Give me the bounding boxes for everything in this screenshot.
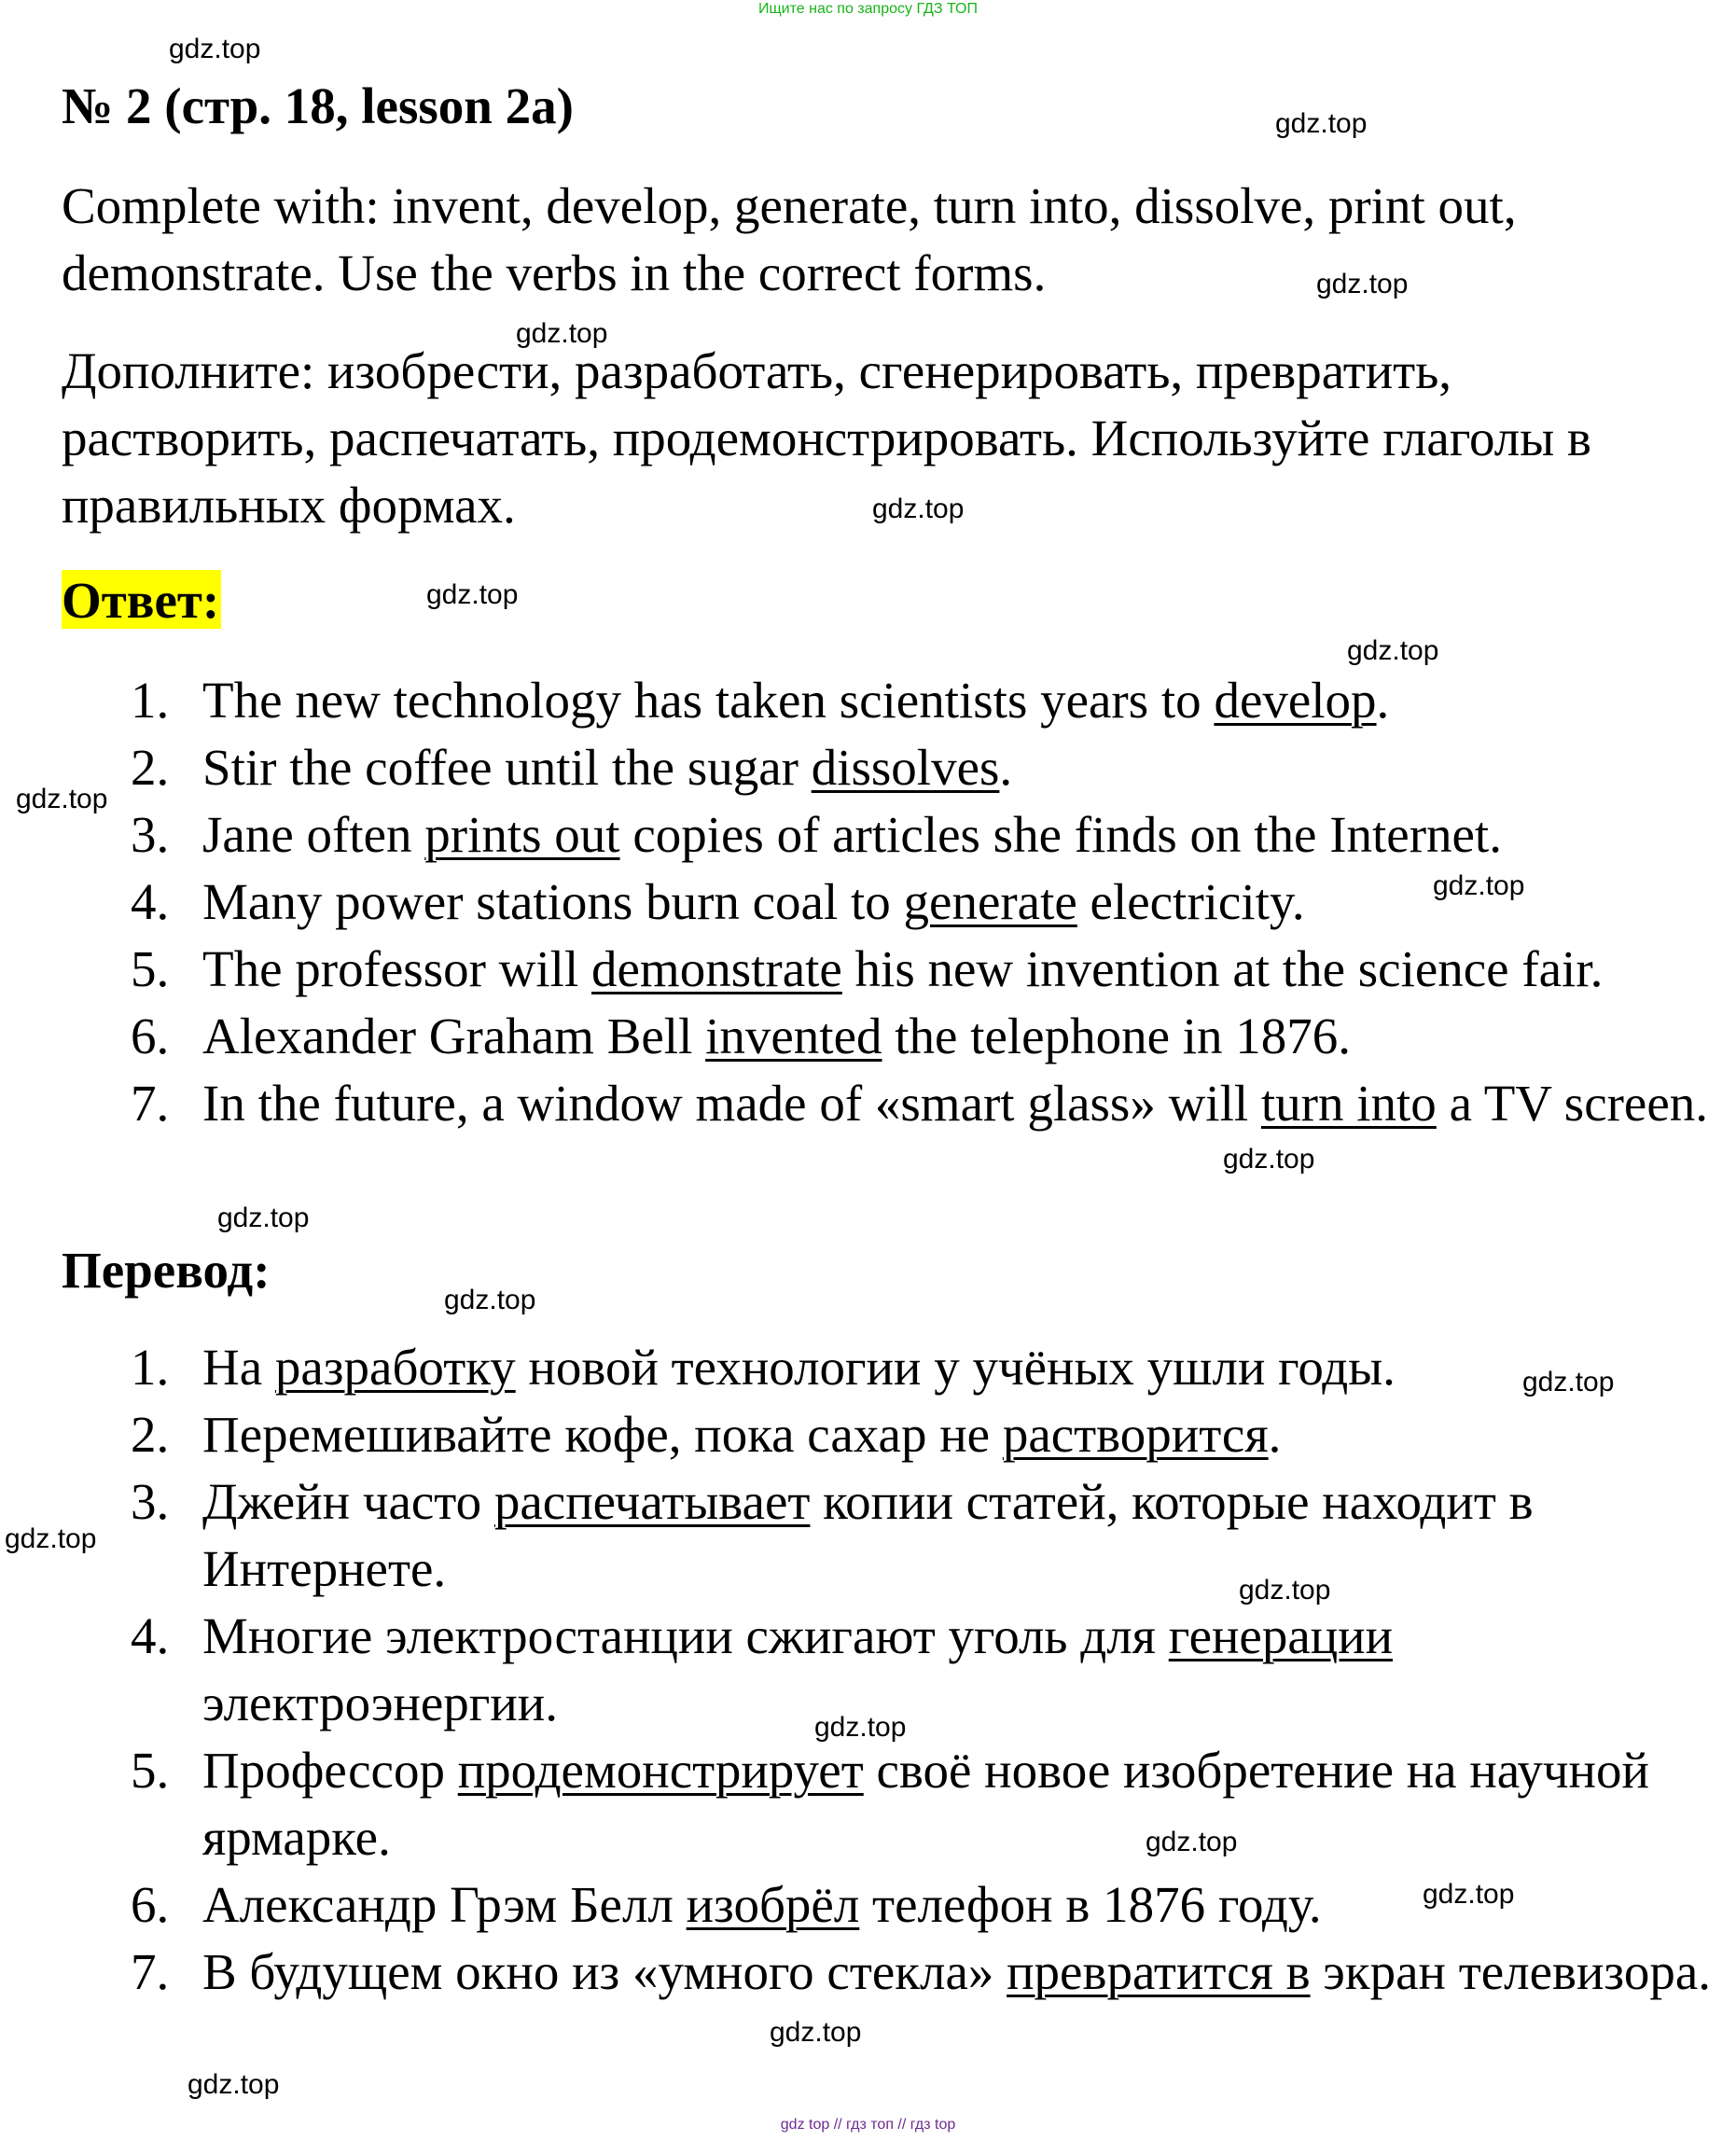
sentence-end: .	[1268, 1406, 1282, 1463]
watermark: gdz.top	[5, 1523, 97, 1554]
sentence-end: his new invention at the science fair.	[841, 940, 1604, 997]
watermark: gdz.top	[770, 2017, 862, 2048]
watermark: gdz.top	[187, 2069, 280, 2100]
watermark: gdz.top	[1146, 1827, 1238, 1857]
translation-item	[0, 1334, 1736, 1401]
sentence-start: In the future, a window made of «smart glass» will	[202, 1075, 1261, 1132]
item-number: 1.	[131, 1339, 170, 1396]
translation-item	[0, 1401, 1736, 1468]
item-number: 5.	[131, 1742, 170, 1799]
item-number: 5.	[131, 940, 170, 997]
watermark: gdz.top	[1239, 1575, 1331, 1606]
translation-item	[0, 1468, 1736, 1603]
answer-item	[0, 801, 1736, 869]
item-number: 6.	[131, 1008, 170, 1064]
watermark: gdz.top	[1223, 1144, 1315, 1175]
watermark: gdz.top	[16, 784, 108, 814]
translation-item	[0, 1939, 1736, 2006]
sentence-end: the telephone in 1876.	[882, 1008, 1352, 1064]
item-number: 7.	[131, 1943, 170, 2000]
sentence-end: electricity.	[1076, 873, 1305, 930]
sentence-start: Многие электростанции сжигают уголь для	[202, 1607, 1169, 1664]
watermark: gdz.top	[814, 1712, 907, 1743]
item-number: 3.	[131, 806, 170, 863]
watermark: gdz.top	[1423, 1879, 1515, 1910]
sentence-start: В будущем окно из «умного стекла»	[202, 1943, 1007, 2000]
watermark: gdz.top	[1433, 870, 1525, 901]
answer-verb: generate	[903, 873, 1077, 930]
item-number: 6.	[131, 1876, 170, 1933]
translation-verb: изобрёл	[686, 1876, 860, 1933]
translation-item	[0, 1737, 1736, 1871]
sentence-start: На	[202, 1339, 275, 1396]
sentence-start: Many power stations burn coal to	[202, 873, 904, 930]
watermark: gdz.top	[217, 1203, 310, 1233]
watermark: gdz.top	[1316, 269, 1409, 299]
translation-verb: генерации	[1168, 1607, 1394, 1664]
task-russian: Дополните: изобрести, разработать, сгенерировать, превратить, растворить, распечатать, продемонстрировать. Используйте глаголы в правильных формах.	[62, 342, 1591, 534]
sentence-start: Alexander Graham Bell	[202, 1008, 706, 1064]
sentence-start: Профессор	[202, 1742, 458, 1799]
sentence-start: Jane often	[202, 806, 425, 863]
sentence-end: .	[1376, 672, 1390, 729]
sentence-end: копии статей, которые находит в Интернете.	[202, 1473, 1534, 1597]
item-number: 7.	[131, 1075, 170, 1132]
item-number: 2.	[131, 1406, 170, 1463]
sentence-end: .	[999, 739, 1013, 796]
answer-item	[0, 936, 1736, 1003]
watermark: gdz.top	[1275, 108, 1368, 139]
sentence-start: Александр Грэм Белл	[202, 1876, 687, 1933]
answer-item	[0, 734, 1736, 801]
answer-verb: invented	[705, 1008, 882, 1064]
watermark: gdz.top	[169, 34, 261, 64]
sentence-end: copies of articles she finds on the Internet.	[619, 806, 1502, 863]
watermark: gdz.top	[444, 1285, 536, 1315]
answer-item	[0, 1003, 1736, 1070]
watermark: gdz.top	[1522, 1367, 1615, 1397]
sentence-end: новой технологии у учёных ушли годы.	[515, 1339, 1396, 1396]
answer-verb: develop	[1214, 672, 1377, 729]
sentence-end: экран телевизора.	[1310, 1943, 1711, 2000]
sentence-end: электроэнергии.	[202, 1675, 558, 1731]
watermark: gdz.top	[1347, 635, 1439, 666]
sentence-start: Джейн часто	[202, 1473, 494, 1530]
answer-item	[0, 667, 1736, 734]
watermark: gdz.top	[426, 579, 519, 610]
item-number: 4.	[131, 873, 170, 930]
answer-verb: demonstrate	[591, 940, 842, 997]
sentence-start: The professor will	[202, 940, 591, 997]
translation-verb: растворится	[1002, 1406, 1269, 1463]
top-banner: Ищите нас по запросу ГДЗ ТОП	[758, 1, 978, 17]
task-english: Complete with: invent, develop, generate, turn into, dissolve, print out, demonstrate. Use the verbs in the correct forms.	[62, 177, 1517, 301]
item-number: 3.	[131, 1473, 170, 1530]
translation-heading: Перевод:	[62, 1242, 271, 1299]
sentence-end: a TV screen.	[1436, 1075, 1709, 1132]
translation-verb: продемонстрирует	[457, 1742, 864, 1799]
sentence-start: Stir the coffee until the sugar	[202, 739, 812, 796]
answer-verb: prints out	[424, 806, 620, 863]
item-number: 4.	[131, 1607, 170, 1664]
watermark: gdz.top	[872, 494, 965, 524]
watermark: gdz.top	[516, 318, 608, 349]
translation-verb: разработку	[274, 1339, 516, 1396]
answer-verb: dissolves	[811, 739, 1000, 796]
sentence-end: своё новое изобретение на научной ярмарке.	[202, 1742, 1649, 1866]
sentence-end: телефон в 1876 году.	[859, 1876, 1322, 1933]
sentence-start: Перемешивайте кофе, пока сахар не	[202, 1406, 1003, 1463]
answer-heading-label: Ответ:	[62, 572, 220, 629]
translation-verb: превратится в	[1007, 1943, 1311, 2000]
answer-item	[0, 1070, 1736, 1137]
item-number: 1.	[131, 672, 170, 729]
answer-verb: turn into	[1260, 1075, 1437, 1132]
page-title: № 2 (стр. 18, lesson 2a)	[62, 77, 574, 134]
answer-heading	[62, 571, 221, 631]
translation-verb: распечатывает	[493, 1473, 811, 1530]
sentence-start: The new technology has taken scientists years to	[202, 672, 1215, 729]
answer-list	[0, 667, 1736, 1137]
bottom-banner: gdz top // гдз топ // гдз top	[780, 2117, 956, 2133]
item-number: 2.	[131, 739, 170, 796]
